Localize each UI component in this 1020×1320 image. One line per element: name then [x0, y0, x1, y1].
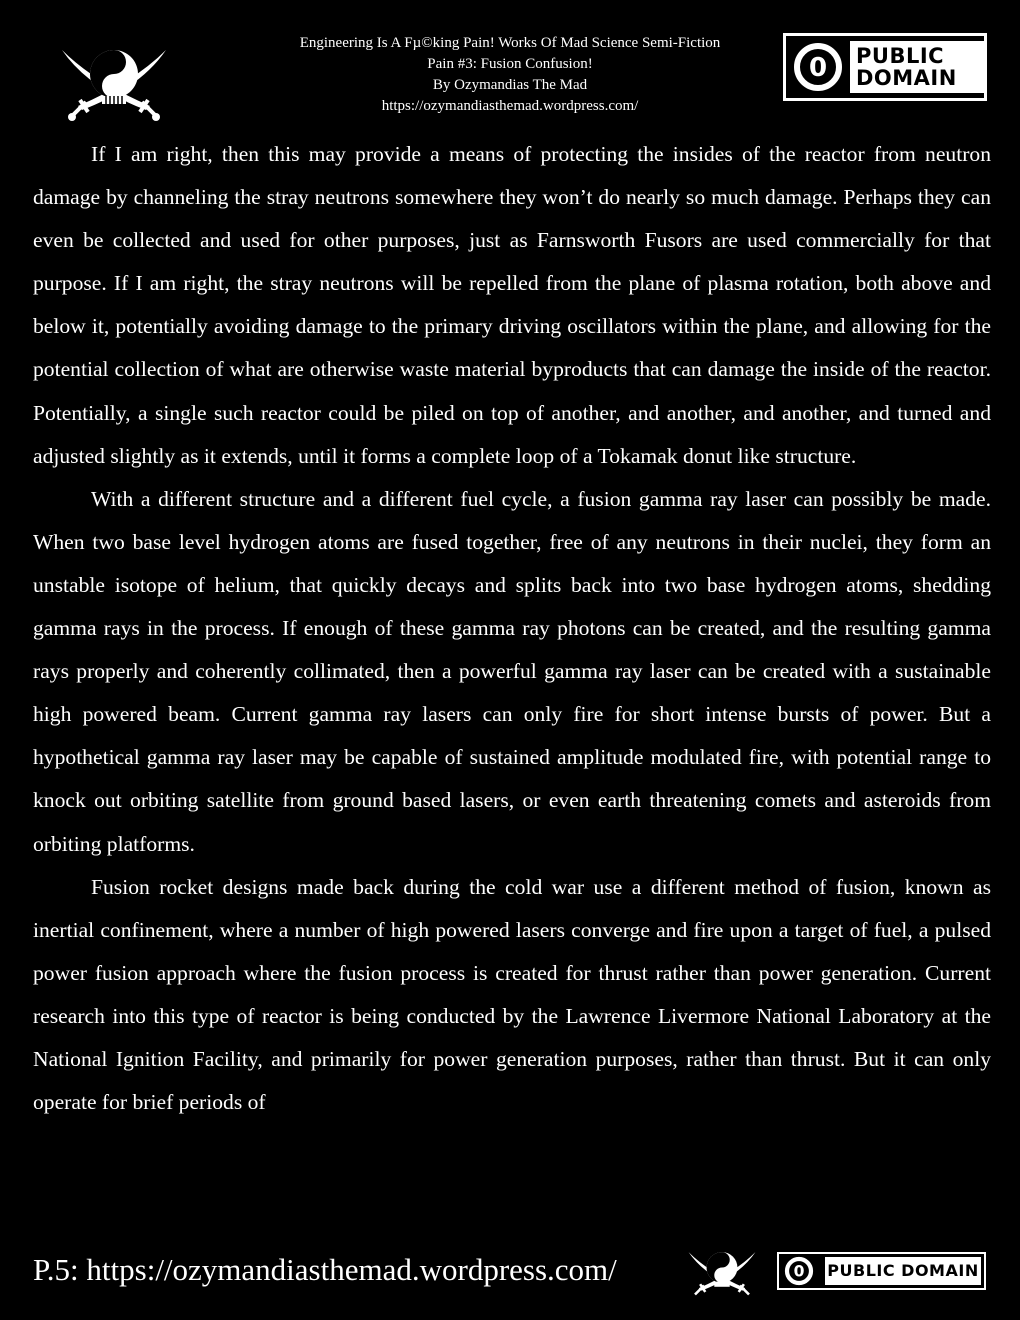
author-line: By Ozymandias The Mad	[432, 77, 588, 93]
zero-circle-icon	[786, 36, 850, 98]
paragraph: If I am right, then this may provide a means of protecting the insides of the reactor from neutron damage by channeling the stray neutrons somewhere they won’t do nearly so much damage. Perhaps they can even be collected and used for other purposes, just as Farnsworth Fusors are used commercially for that purpose. If I am right, the stray neutrons will be repelled from the plane of plasma rotation, both above and below it, potentially avoiding damage to the primary driving oscillators within the plane, and allowing for the potential collection of what are otherwise waste material byproducts that can damage the inside of the reactor. Potentially, a single such reactor could be piled on top of another, and another, and another, and turned and adjusted slightly as it extends, until it forms a complete loop of a Tokamak donut like structure.	[33, 142, 991, 468]
pirate-yin-yang-logo-small-icon	[686, 1245, 758, 1299]
page-number-url[interactable]: P.5: https://ozymandiasthemad.wordpress.com/	[33, 1252, 617, 1287]
page-header	[0, 0, 1020, 130]
paragraph: With a different structure and a different fuel cycle, a fusion gamma ray laser can possibly be made. When two base level hydrogen atoms are fused together, free of any neutrons in their nuclei, they form an unstable isotope of helium, that quickly decays and splits back into two base hydrogen atoms, shedding gamma rays in the process. If enough of these gamma ray photons can be created, and the resulting gamma rays properly and coherently collimated, then a powerful gamma ray laser can be created with a sustainable high powered beam. Current gamma ray lasers can only fire for short intense bursts of power. But a hypothetical gamma ray laser may be capable of sustained amplitude modulated fire, with potential range to knock out orbiting satellite from ground based lasers, or even earth threatening comets and asteroids from orbiting platforms.	[33, 486, 991, 856]
header-url[interactable]: https://ozymandiasthemad.wordpress.com/	[381, 98, 639, 114]
pirate-yin-yang-logo-icon	[58, 40, 170, 122]
episode-title: Pain #3: Fusion Confusion!	[427, 56, 593, 72]
public-domain-badge	[783, 33, 987, 101]
series-title: Engineering Is A Fµ©king Pain! Works Of Mad Science Semi-Fiction	[299, 35, 721, 51]
header-title-block	[200, 33, 820, 117]
public-domain-label	[850, 41, 984, 93]
page-footer	[0, 1245, 1020, 1305]
public-domain-small-label: PUBLIC DOMAIN	[825, 1257, 981, 1285]
zero-symbol-small: 0	[793, 1262, 805, 1281]
zero-symbol: 0	[808, 53, 828, 83]
zero-circle-small-icon	[779, 1254, 819, 1288]
badge-line1: PUBLIC	[856, 44, 945, 68]
paragraph: Fusion rocket designs made back during the cold war use a different method of fusion, known as inertial confinement, where a number of high powered lasers converge and fire upon a target of fuel, a pulsed power fusion approach where the fusion process is created for thrust rather than power generation. Current research into this type of reactor is being conducted by the Lawrence Livermore National Laboratory at the National Ignition Facility, and primarily for power generation purposes, rather than thrust. But it can only operate for brief periods of	[33, 874, 991, 1115]
article-body	[33, 133, 991, 1124]
public-domain-badge-small	[777, 1252, 986, 1290]
badge-line2: DOMAIN	[856, 66, 957, 90]
